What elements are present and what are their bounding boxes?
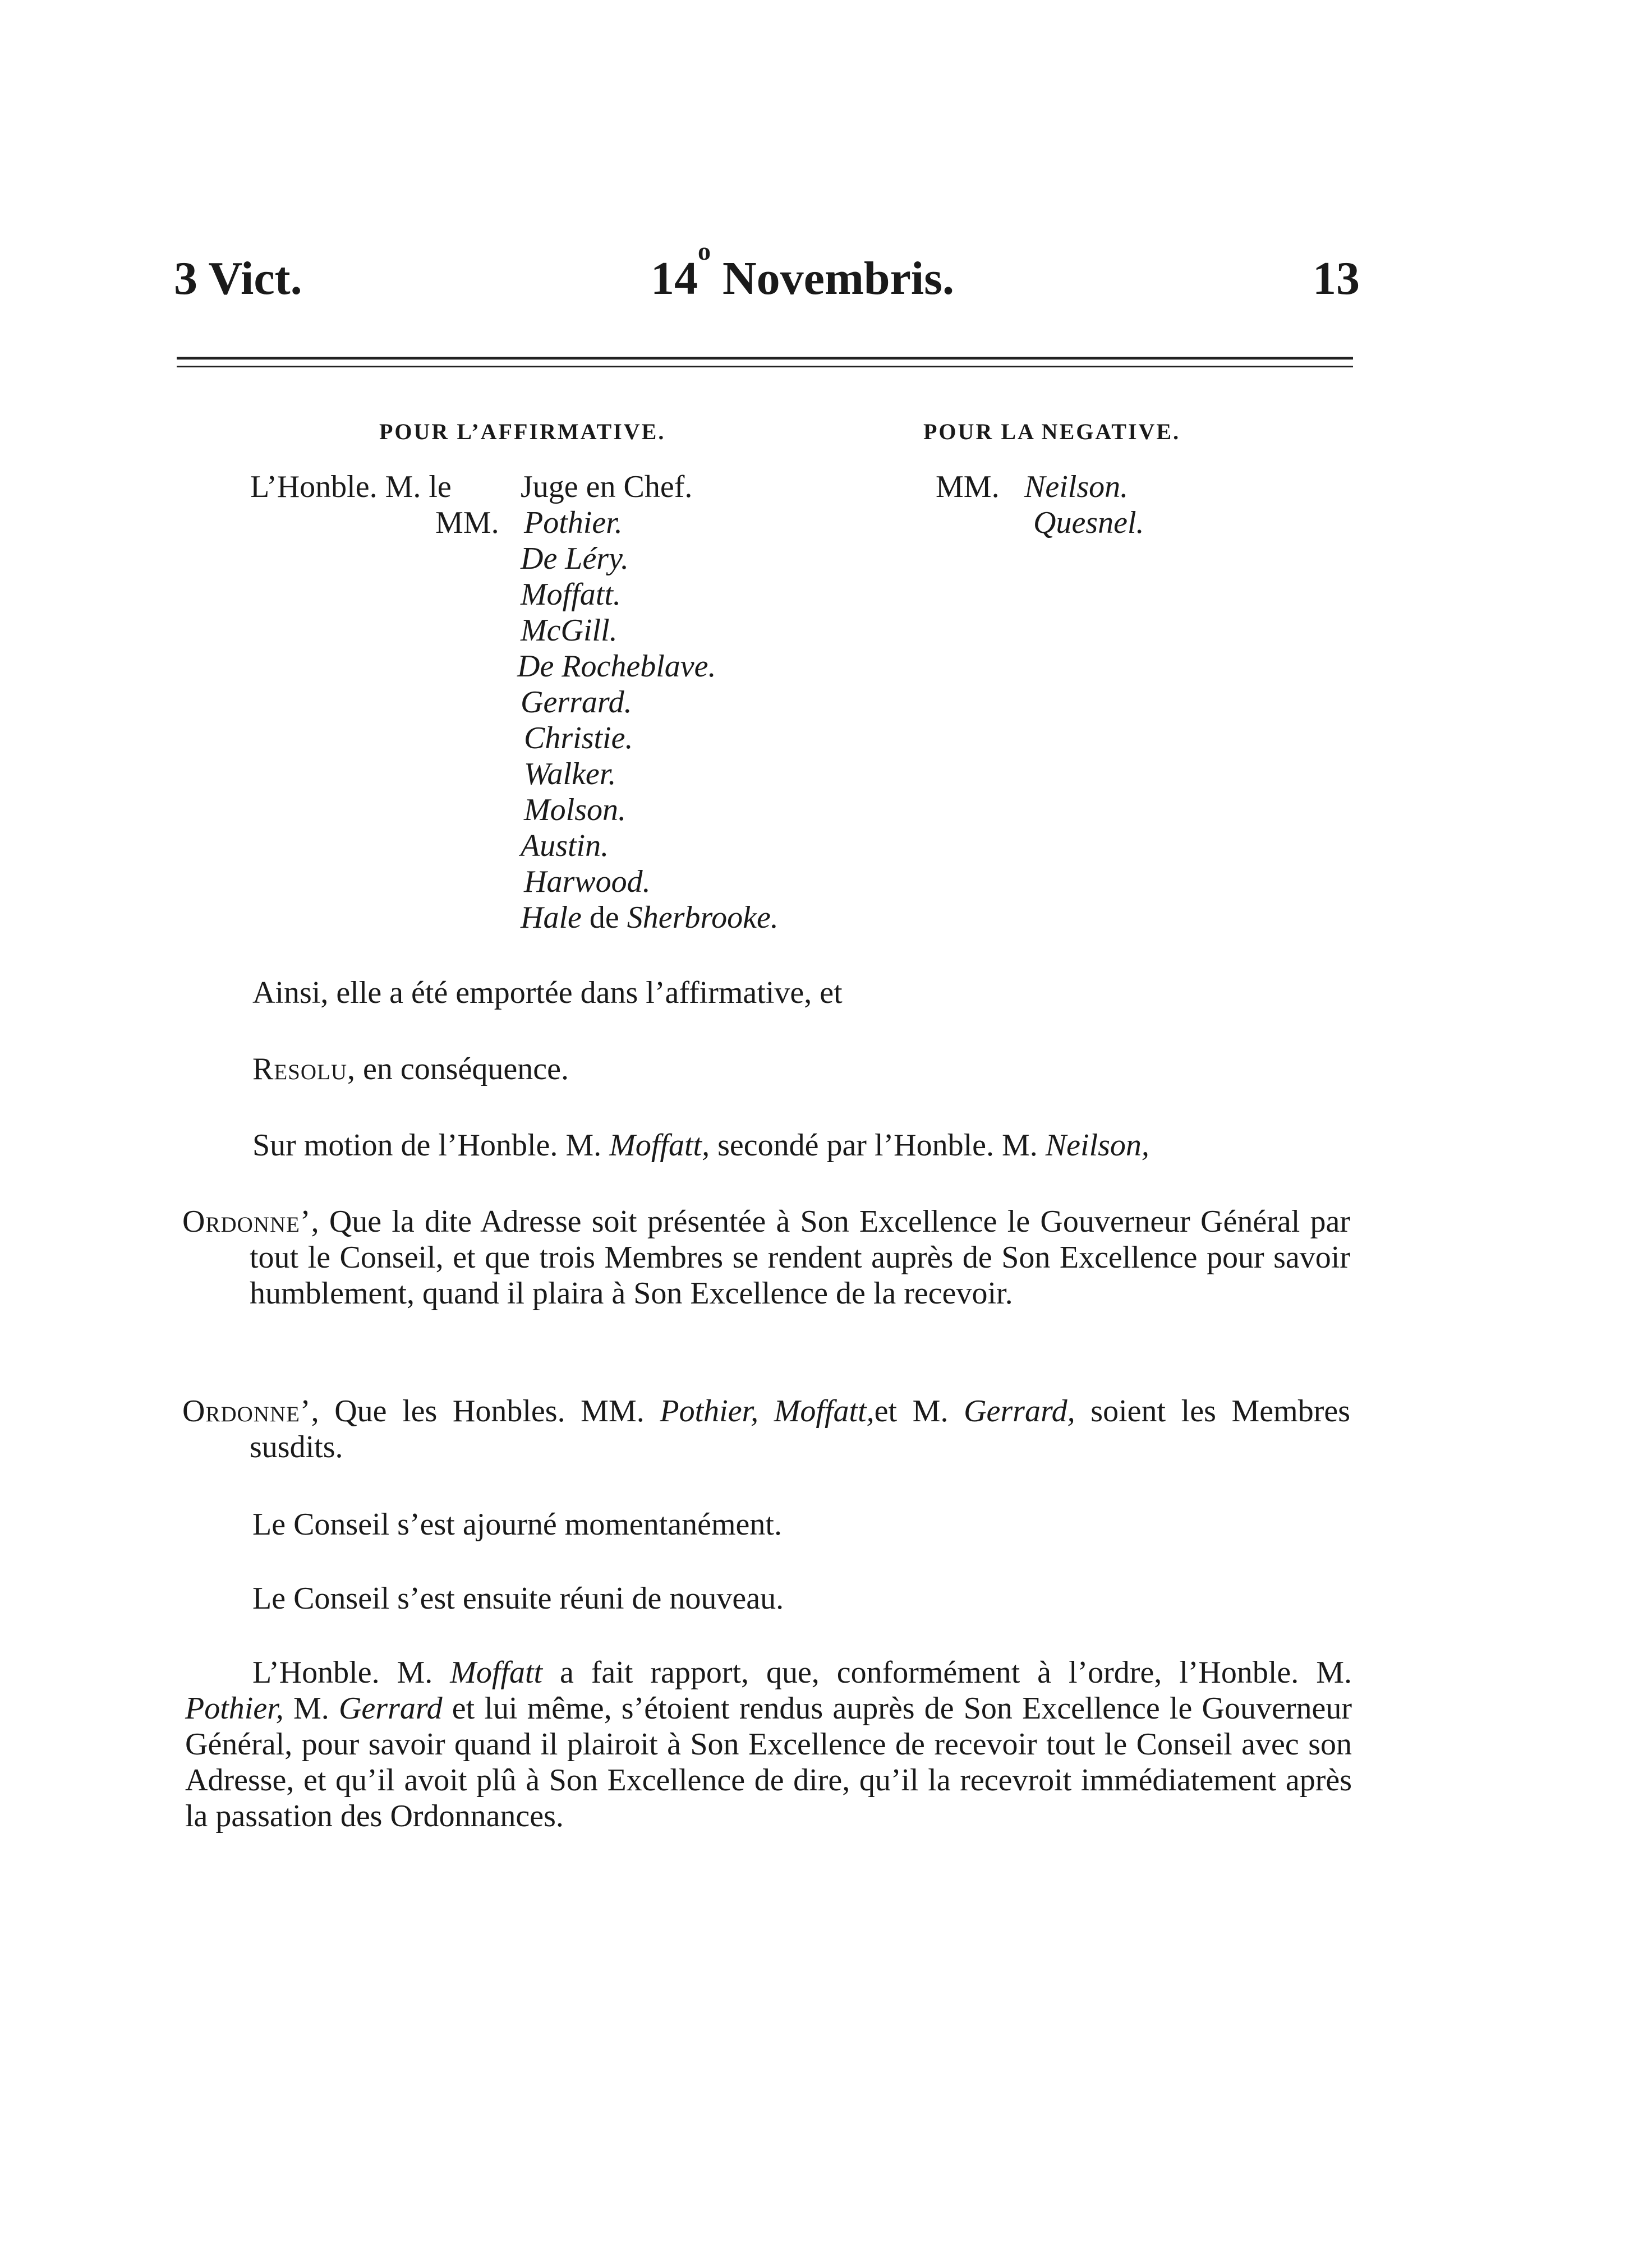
report-gerrard: Gerrard (338, 1691, 443, 1726)
ordonne-2-e: soient les Membres susdits. (250, 1394, 1350, 1464)
header-rule-thin (177, 366, 1353, 367)
ordonne-word: Ordonne’ (182, 1204, 311, 1239)
resolu-word: Resolu (252, 1052, 348, 1086)
ordonne-2-gerrard: Gerrard, (964, 1394, 1075, 1429)
paragraph-ordonne-1 (182, 1204, 1350, 1311)
negative-heading: POUR LA NEGATIVE. (923, 419, 1181, 444)
affirmative-last-entry (521, 900, 779, 936)
page-number: 13 (1313, 252, 1360, 305)
report-pothier: Pothier, (185, 1691, 284, 1726)
header-rule-thick (177, 357, 1353, 360)
motion-a: Sur motion de l’Honble. M. (252, 1128, 610, 1163)
report-e: M. (283, 1691, 339, 1726)
paragraph-ordonne-2 (182, 1393, 1350, 1465)
affirmative-name: McGill. (521, 613, 618, 648)
affirmative-heading: POUR L’AFFIRMATIVE. (379, 419, 666, 444)
affirmative-mm: MM. (435, 505, 499, 540)
affirmative-name: Molson. (524, 793, 626, 827)
running-head-center (651, 237, 954, 306)
affirmative-name: De Léry. (521, 541, 629, 576)
affirmative-last-b: de (581, 900, 627, 935)
affirmative-last-a: Hale (521, 900, 582, 935)
affirmative-prefix: L’Honble. M. le (250, 469, 452, 504)
motion-mover: Moffatt, (609, 1128, 710, 1163)
running-head-day: 14 (651, 252, 698, 305)
paragraph-resolu (252, 1051, 569, 1087)
resolu-rest: , en conséquence. (347, 1052, 569, 1086)
negative-mm: MM. (936, 469, 1000, 504)
report-c: a fait rapport, que, conformément à l’ordre, l’Honble. M. (542, 1655, 1352, 1690)
affirmative-name: Harwood. (524, 864, 651, 899)
affirmative-name: Pothier. (524, 505, 623, 540)
paragraph-motion (252, 1127, 1149, 1163)
motion-seconder: Neilson, (1045, 1128, 1149, 1163)
paragraph-adjourned: Le Conseil s’est ajourné momentanément. (252, 1507, 782, 1542)
motion-c: secondé par l’Honble. M. (710, 1128, 1046, 1163)
affirmative-last-c: Sherbrooke. (627, 900, 779, 935)
report-g: et lui même, s’étoient rendus auprès de Son Excellence le Gouverneur Général, pour savoir quand il plairoit à Son Excellence de recevoir tout le Conseil avec son Adresse, et qu’il avoit plû à Son Excellence de dire, qu’il la recevroit immédiatement après la passation des Ordonnances. (185, 1691, 1352, 1834)
ordonne-2-c: et M. (874, 1394, 964, 1429)
negative-name: Neilson. (1024, 469, 1129, 504)
affirmative-name: Moffatt. (521, 577, 621, 612)
affirmative-name: Gerrard. (521, 685, 632, 720)
running-head-month: Novembris. (723, 252, 954, 305)
paragraph-report (185, 1655, 1352, 1834)
affirmative-name: Walker. (524, 757, 616, 791)
report-a: L’Honble. M. (252, 1655, 450, 1690)
running-head-ordinal: o (698, 237, 711, 265)
report-moffatt: Moffatt (450, 1655, 543, 1690)
affirmative-name: De Rocheblave. (517, 649, 716, 684)
negative-name: Quesnel. (1033, 505, 1144, 540)
affirmative-first-name: Juge en Chef. (521, 469, 693, 504)
affirmative-name: Christie. (524, 721, 633, 756)
affirmative-name: Austin. (521, 828, 609, 863)
ordonne-2-names: Pothier, Moffatt, (660, 1394, 875, 1429)
running-head-left: 3 Vict. (174, 252, 302, 305)
paragraph-result: Ainsi, elle a été emportée dans l’affirmative, et (252, 975, 843, 1010)
ordonne-2-a: , Que les Honbles. MM. (311, 1394, 660, 1429)
ordonne-1-text: , Que la dite Adresse soit présentée à Son Excellence le Gouverneur Général par tout le Conseil, et que trois Membres se rendent auprès de Son Excellence pour savoir humblement, quand il plaira à Son Excellence de la recevoir. (250, 1204, 1350, 1311)
ordonne-word: Ordonne’ (182, 1394, 311, 1429)
paragraph-reunited: Le Conseil s’est ensuite réuni de nouveau. (252, 1581, 784, 1616)
